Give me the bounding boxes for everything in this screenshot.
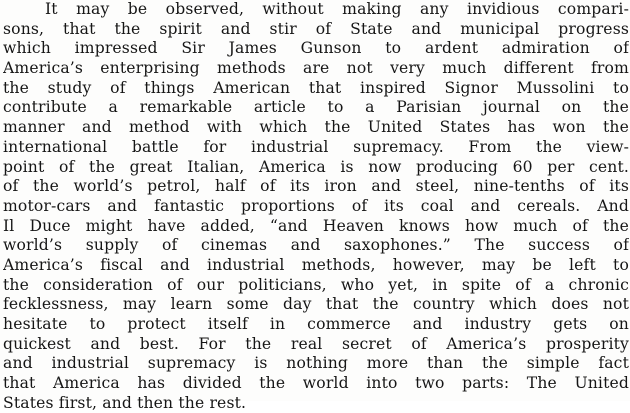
text-line: States first, and then the rest.: [3, 393, 247, 412]
text-line: which impressed Sir James Gunson to ardent admiration of: [3, 39, 629, 58]
text-line: the consideration of our politicians, who yet, in spite of a chronic: [3, 275, 629, 294]
text-line: international battle for industrial supremacy. From the view-: [3, 137, 629, 156]
text-line: hesitate to protect itself in commerce and industry gets on: [3, 315, 629, 333]
text-line: of the world’s petrol, half of its iron and steel, nine-tenths of its: [3, 177, 629, 196]
text-line: manner and method with which the United States has won the: [3, 118, 629, 137]
text-line: It may be observed, without making any invidious compari-: [45, 0, 629, 18]
text-line: sons, that the spirit and stir of State and municipal progress: [3, 19, 629, 38]
text-line: the study of things American that inspired Signor Mussolini to: [3, 78, 629, 97]
text-line: motor-cars and fantastic proportions of its coal and cereals. And: [3, 196, 629, 215]
text-line: world’s supply of cinemas and saxophones.” The success of: [3, 236, 629, 255]
text-line: point of the great Italian, America is now producing 60 per cent.: [3, 157, 629, 176]
text-line: America’s fiscal and industrial methods, however, may be left to: [3, 255, 629, 274]
text-line: America’s enterprising methods are not very much different from: [3, 59, 629, 78]
text-line: quickest and best. For the real secret of America’s prosperity: [3, 334, 629, 353]
text-line: contribute a remarkable article to a Parisian journal on the: [3, 98, 629, 117]
text-line: and industrial supremacy is nothing more than the simple fact: [3, 354, 629, 373]
text-line: fecklessness, may learn some day that the country which does not: [3, 295, 629, 314]
article-paragraph: [3, 0, 629, 413]
text-line: that America has divided the world into two parts: The United: [3, 374, 629, 393]
text-line: Il Duce might have added, “and Heaven knows how much of the: [3, 216, 629, 235]
